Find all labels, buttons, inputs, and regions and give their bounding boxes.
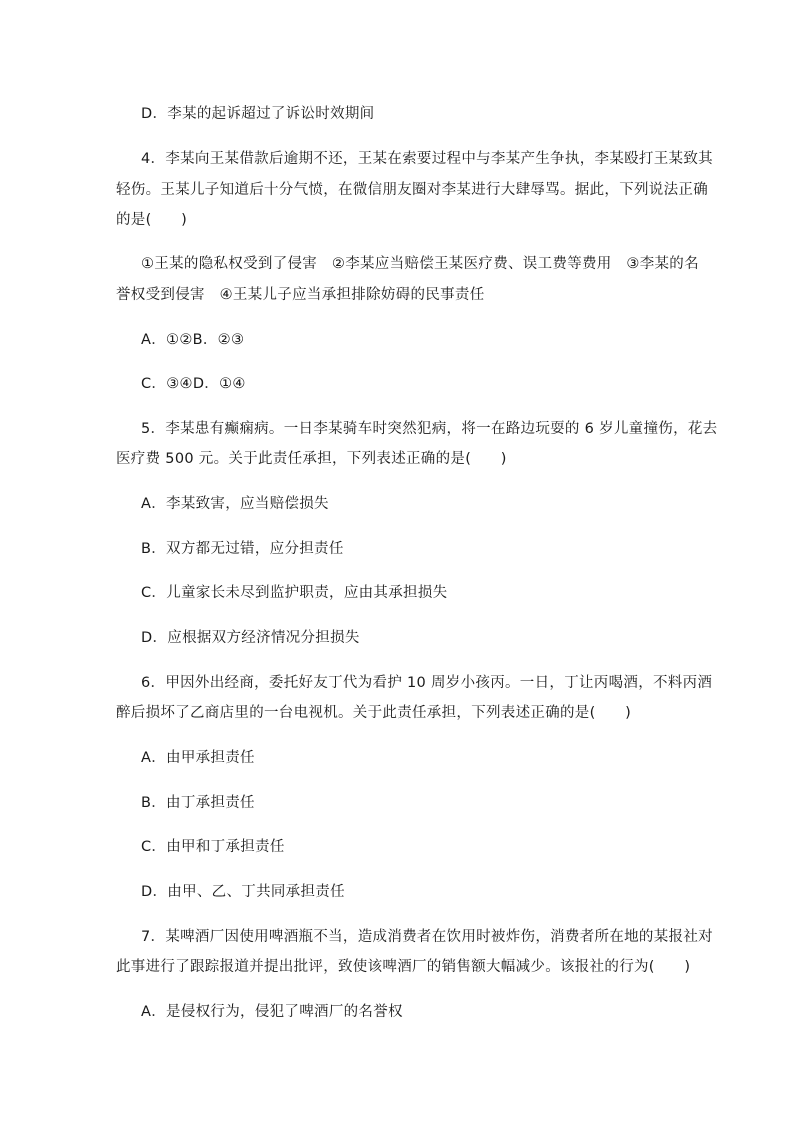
question-6-option-d: D．由甲、乙、丁共同承担责任 bbox=[141, 884, 345, 900]
question-5-option-b: B．双方都无过错，应分担责任 bbox=[141, 541, 344, 557]
question-7-line-1: 7．某啤酒厂因使用啤酒瓶不当，造成消费者在饮用时被炸伤，消费者所在地的某报社对 bbox=[141, 929, 713, 945]
question-7-option-a: A．是侵权行为，侵犯了啤酒厂的名誉权 bbox=[141, 1004, 403, 1020]
question-4-statements-line-1: ①王某的隐私权受到了侵害 ②李某应当赔偿王某医疗费、误工费等费用 ③李某的名 bbox=[141, 256, 699, 272]
question-6-line-2: 醉后损坏了乙商店里的一台电视机。关于此责任承担，下列表述正确的是( ) bbox=[116, 705, 632, 721]
question-4-line-3: 的是( ) bbox=[116, 212, 188, 228]
option-3d: D．李某的起诉超过了诉讼时效期间 bbox=[141, 106, 375, 122]
question-4-statements-line-2: 誉权受到侵害 ④王某儿子应当承担排除妨碍的民事责任 bbox=[116, 287, 485, 303]
question-4-line-2: 轻伤。王某儿子知道后十分气愤，在微信朋友圈对李某进行大肆辱骂。据此，下列说法正确 bbox=[116, 182, 708, 198]
question-7-line-2: 此事进行了跟踪报道并提出批评，致使该啤酒厂的销售额大幅减少。该报社的行为( ) bbox=[116, 959, 691, 975]
question-5-option-d: D．应根据双方经济情况分担损失 bbox=[141, 630, 360, 646]
question-6-line-1: 6．甲因外出经商，委托好友丁代为看护 10 周岁小孩丙。一日，丁让丙喝酒，不料丙酒 bbox=[141, 675, 713, 691]
question-4-line-1: 4．李某向王某借款后逾期不还，王某在索要过程中与李某产生争执，李某殴打王某致其 bbox=[141, 151, 713, 167]
question-5-line-1: 5．李某患有癫痫病。一日李某骑车时突然犯病，将一在路边玩耍的 6 岁儿童撞伤，花去 bbox=[141, 421, 718, 437]
question-6-option-a: A．由甲承担责任 bbox=[141, 750, 255, 766]
question-4-options-cd: C．③④D．①④ bbox=[141, 376, 246, 392]
question-6-option-c: C．由甲和丁承担责任 bbox=[141, 839, 285, 855]
question-5-option-c: C．儿童家长未尽到监护职责，应由其承担损失 bbox=[141, 585, 448, 601]
question-6-option-b: B．由丁承担责任 bbox=[141, 795, 255, 811]
question-4-options-ab: A．①②B．②③ bbox=[141, 332, 245, 348]
question-5-option-a: A．李某致害，应当赔偿损失 bbox=[141, 496, 329, 512]
question-5-line-2: 医疗费 500 元。关于此责任承担，下列表述正确的是( ) bbox=[116, 451, 507, 467]
